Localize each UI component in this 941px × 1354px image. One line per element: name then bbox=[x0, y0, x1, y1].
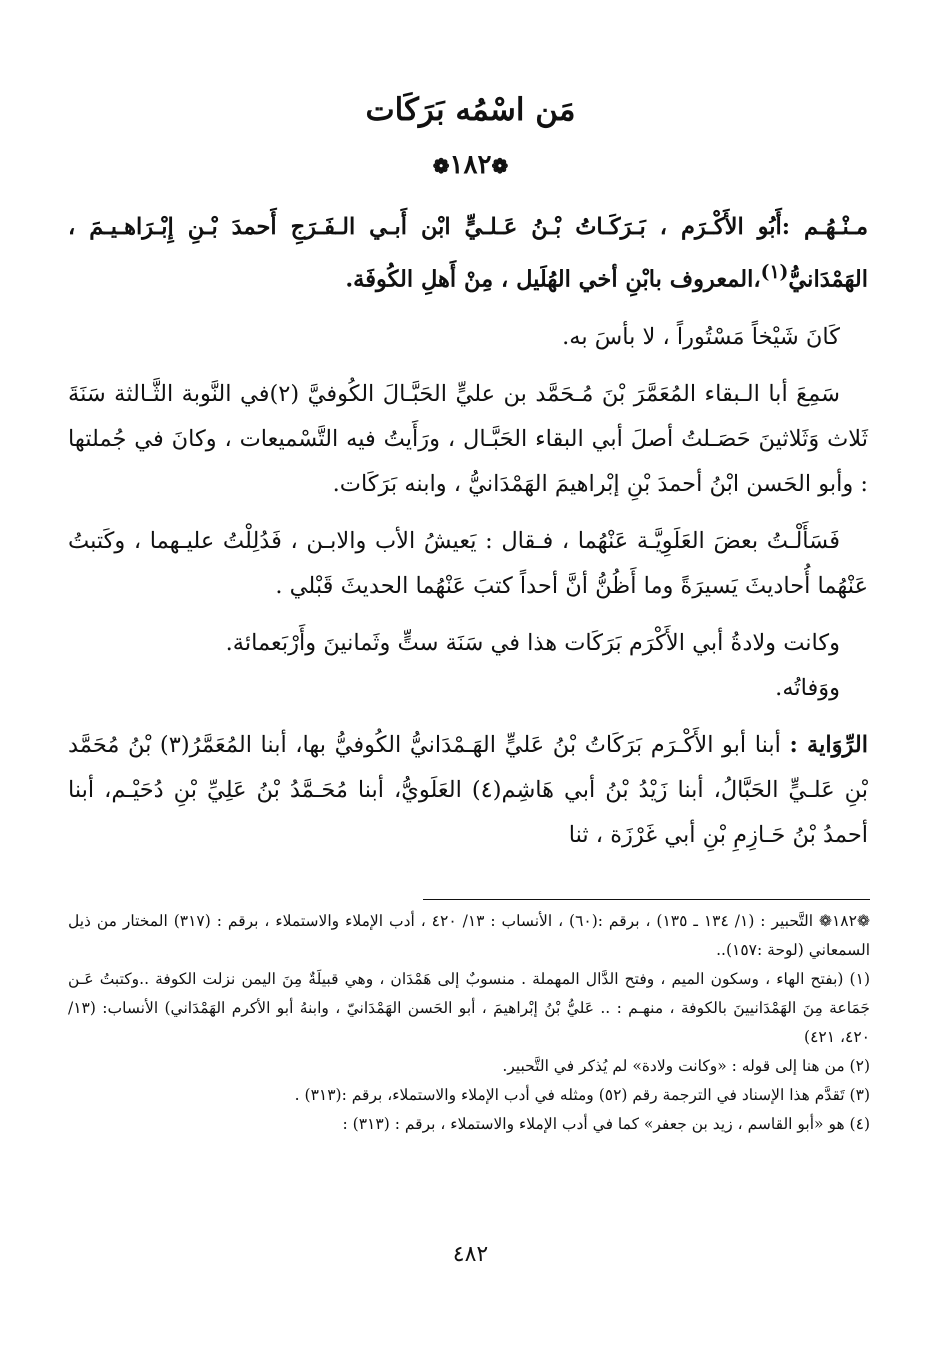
paragraph-hearing: سَمِعَ أبا الـبقاء المُعَمَّرَ بْنَ مُـحَمَّد بن عليٍّ الحَبَّـالَ الكُوفيَّ (٢)في النَّوبة الثَّـالثة سَنَةَ ثَلاث وَثَلاثينَ حَصَـلتُ أصلَ أبي البقاء الحَبَّـال ، ورَأَيتُ فيه التَّسْميعات ، وكانَ في جُملتها : وأبو الحَسن ابْنُ أحمدَ بْنِ إبْراهيمَ الهَمْدَانيُّ ، وابنه بَرَكَات. bbox=[68, 380, 868, 497]
footnote-4: (٤) هو «أبو القاسم ، زيد بن جعفر» كما في أدب الإملاء والاستملاء ، برقم : (٣١٣) : bbox=[342, 1115, 870, 1133]
footnote-ref-1: (١) bbox=[760, 261, 789, 283]
riwaya-text: أبنا أبو الأَكْـرَم بَرَكَاتُ بْنُ عَليٍّ الهَـمْدَانيُّ الكُوفيُّ بها، أبنا المُعَمَّرُ(٣) بْنُ مُحَمَّد بْنِ عَلـيٍّ الحَبَّالُ، أبنا زَيْدُ بْنُ أبي هَاشِم(٤) العَلَويُّ، أبنا مُحَـمَّدُ بْنُ عَلِيِّ بْنِ دُحَيْـم، أبنا أحمدُ بْنُ حَـازِمِ بْنِ أبي غَرْزَة ، ثنا bbox=[68, 731, 868, 848]
entry-number-value: ١٨٢ bbox=[449, 150, 492, 180]
section-title: مَن اسْمُه بَرَكَات bbox=[365, 92, 576, 128]
page-number: ٤٨٢ bbox=[452, 1242, 489, 1267]
ornament-left-icon: ❁ bbox=[432, 154, 450, 178]
footnotes bbox=[68, 907, 870, 1139]
riwaya-label: الرِّوَاية : bbox=[789, 731, 869, 758]
intro-paragraph bbox=[68, 205, 868, 303]
footnote-sources: ❁١٨٢❁ التَّحبير : (١/ ١٣٤ ـ ١٣٥) ، برقم :(٦٠) ، الأنساب : ١٣/ ٤٢٠ ، أدب الإملاء والاستملاء ، برقم : (٣١٧) المختار من ذيل السمعاني (لوحة :١٥٧).. bbox=[68, 912, 870, 959]
footnote-separator bbox=[423, 899, 870, 900]
footnote-1: (١) (بفتح الهاء ، وسكون الميم ، وفتح الدَّال المهملة . منسوبٌ إلى هَمْدَان ، وهي قبيلَةٌ مِنَ اليمن نزلت الكوفة ..وكتبتُ عَـن جَمَاعة مِنَ الهَمْدَانيينَ بالكوفة ، منهـم : .. عَليُّ بْنُ إبْراهيمَ ، أبو الحَسن الهَمْدَانيّ ، وابنهُ أبو الأكرم الهَمْدَاني) الأنساب: (١٣/ ٤٢٠، ٤٢١) bbox=[68, 970, 870, 1046]
paragraph-death: ووَفاتُه. bbox=[775, 674, 840, 701]
intro-label: مـنْـهُـم : bbox=[781, 214, 868, 240]
footnote-2: (٢) من هنا إلى قوله : «وكانت ولادة» لم يُذكر في التَّحبير. bbox=[502, 1057, 870, 1075]
footnote-3: (٣) تَقدَّم هذا الإسناد في الترجمة رقم (٥٢) ومثله في أدب الإملاء والاستملاء، برقم :(٣١٣) . bbox=[294, 1086, 870, 1104]
biography-body bbox=[68, 205, 868, 870]
paragraph-inquiry: فَسَأَلْـتُ بعضَ العَلَوِيَّـة عَنْهُما ، فـقال : يَعيشُ الأب والابـن ، فَدُلِلْتُ عليـهما ، وكَتبتُ عَنْهُما أُحاديثَ يَسيرَةً وما أَظُنُّ أنَّ أحداً كتبَ عَنْهُما الحديثَ قَبْلي . bbox=[68, 527, 868, 599]
paragraph-birth: وكانت ولادةُ أبي الأَكْرَم بَرَكَات هذا في سَنَة ستٍّ وثَمانينَ وأَرْبَعمائة. bbox=[225, 629, 840, 656]
ornament-right-icon: ❁ bbox=[491, 154, 509, 178]
intro-text: أَبُو الأَكْـرَم ، بَـرَكَـاتُ بْـنُ عَـلـيٍّ ابْن أَبـي الـفَـرَجِ أَحمدَ بْـنِ إِبْـرَاهـيـمَ ، الهَمْدَانيُّ bbox=[68, 214, 868, 293]
paragraph-status: كَانَ شَيْخاً مَسْتُوراً ، لا بأسَ به. bbox=[562, 323, 840, 350]
riwaya-paragraph bbox=[68, 723, 868, 858]
intro-text-continued: ،المعروف بابْنِ أخي الهُلَيل ، مِنْ أَهلِ الكُوفَة. bbox=[345, 266, 761, 293]
entry-number bbox=[0, 150, 941, 180]
